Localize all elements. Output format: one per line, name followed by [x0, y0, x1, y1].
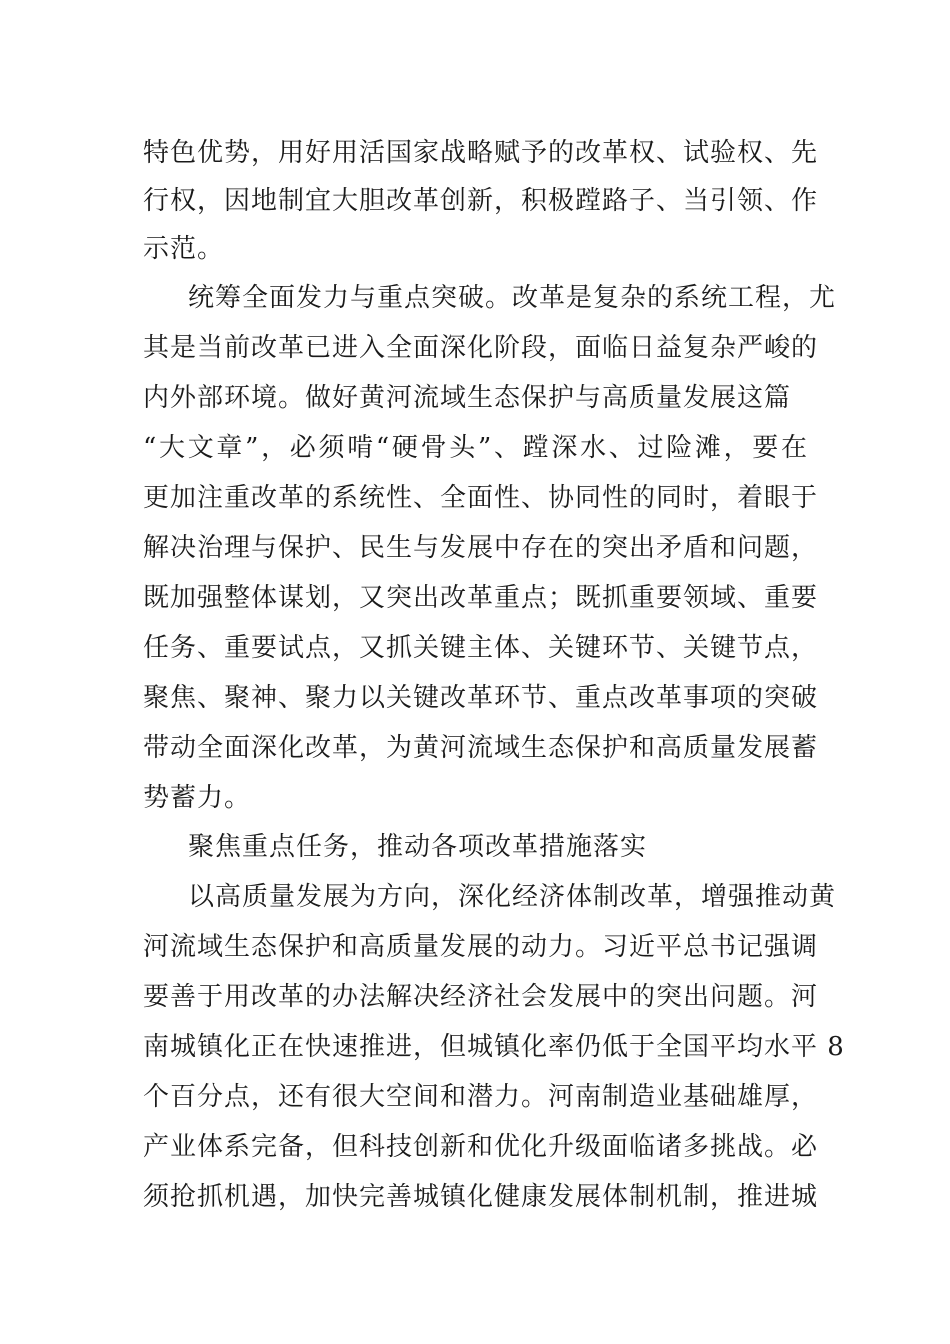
text-line: 解决治理与保护、民生与发展中存在的突出矛盾和问题， — [143, 533, 819, 563]
text-line: 须抢抓机遇，加快完善城镇化健康发展体制机制，推进城 — [143, 1182, 819, 1212]
text-line: 更加注重改革的系统性、全面性、协同性的同时，着眼于 — [143, 483, 819, 513]
text-line: “大文章”，必须啃“硬骨头”、蹚深水、过险滩，要在 — [143, 433, 808, 463]
paragraph-first-line: 以高质量发展为方向，深化经济体制改革，增强推动黄 — [188, 882, 837, 912]
text-line: 行权，因地制宜大胆改革创新，积极蹚路子、当引领、作 — [143, 186, 819, 216]
text-line: 势蓄力。 — [143, 783, 252, 813]
section-heading: 聚焦重点任务，推动各项改革措施落实 — [188, 832, 648, 862]
text-line: 带动全面深化改革，为黄河流域生态保护和高质量发展蓄 — [143, 733, 819, 763]
text-line: 特色优势，用好用活国家战略赋予的改革权、试验权、先 — [143, 138, 819, 168]
text-line: 个百分点，还有很大空间和潜力。河南制造业基础雄厚， — [143, 1082, 819, 1112]
paragraph-heading-line: 统筹全面发力与重点突破。改革是复杂的系统工程，尤 — [188, 283, 837, 313]
text-line: 示范。 — [143, 234, 225, 264]
text-line: 河流域生态保护和高质量发展的动力。习近平总书记强调 — [143, 932, 819, 962]
text-line: 南城镇化正在快速推进，但城镇化率仍低于全国平均水平 8 — [143, 1032, 845, 1062]
text-line: 其是当前改革已进入全面深化阶段，面临日益复杂严峻的 — [143, 333, 819, 363]
text-line: 聚焦、聚神、聚力以关键改革环节、重点改革事项的突破 — [143, 683, 819, 713]
text-line: 任务、重要试点，又抓关键主体、关键环节、关键节点， — [143, 633, 819, 663]
text-line: 要善于用改革的办法解决经济社会发展中的突出问题。河 — [143, 982, 819, 1012]
text-line: 内外部环境。做好黄河流域生态保护与高质量发展这篇 — [143, 383, 792, 413]
text-line: 产业体系完备，但科技创新和优化升级面临诸多挑战。必 — [143, 1132, 819, 1162]
text-line: 既加强整体谋划，又突出改革重点；既抓重要领域、重要 — [143, 583, 819, 613]
